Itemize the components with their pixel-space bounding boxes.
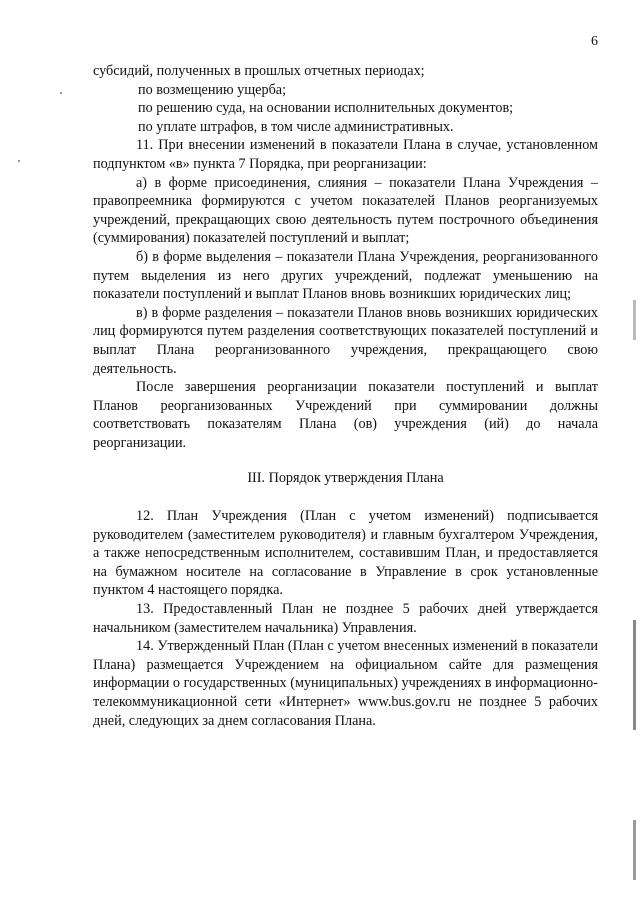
document-body [93, 62, 598, 730]
scan-edge-mark [633, 820, 636, 880]
paragraph-11: 11. При внесении изменений в показатели Плана в случае, установленном подпунктом «в» пункта 7 Порядка, при реорганизации: [93, 137, 598, 172]
text-line: субсидий, полученных в прошлых отчетных периодах; [93, 63, 425, 79]
paragraph-14: 14. Утвержденный План (План с учетом внесенных изменений в показатели Плана) размещается Учреждением на официальном сайте для размещения информации о государственных (муниципальных) учреждениях в информационно-телекоммуникационной сети «Интернет» www.bus.gov.ru не позднее 5 рабочих дней, следующих за днем согласования Плана. [93, 638, 598, 729]
section-heading: III. Порядок утверждения Плана [247, 470, 444, 487]
scan-speck [18, 160, 20, 162]
paragraph-12: 12. План Учреждения (План с учетом изменений) подписывается руководителем (заместителем руководителя) и главным бухгалтером Учреждения, а также непосредственным исполнителем, составившим План, и предоставляется на бумажном носителе на согласование в Управление в срок установленные пунктом 4 настоящего порядка. [93, 508, 598, 599]
scan-edge-mark [633, 300, 636, 340]
paragraph-13: 13. Предоставленный План не позднее 5 рабочих дней утверждается начальником (заместителем начальника) Управления. [93, 601, 598, 636]
list-item: по решению суда, на основании исполнительных документов; [138, 100, 514, 117]
paragraph-11-b: б) в форме выделения – показатели Плана Учреждения, реорганизованного путем выделения из него других учреждений, подлежат уменьшению на показатели поступлений и выплат Планов вновь возникших юридических лиц; [93, 248, 598, 303]
scan-speck [60, 92, 62, 94]
paragraph-after-reorganization: После завершения реорганизации показатели поступлений и выплат Планов реорганизованных Учреждений при суммировании должны соответствовать показателям Плана (ов) учреждения (ий) до начала реорганизации. [93, 379, 598, 451]
paragraph-11-v: в) в форме разделения – показатели Планов вновь возникших юридических лиц формируются путем разделения соответствующих показателей поступлений и выплат Плана реорганизованного учреждения, прекращающего свою деятельность. [93, 304, 598, 377]
paragraph-11-a: а) в форме присоединения, слияния – показатели Плана Учреждения – правопреемника формируются с учетом показателей Планов реорганизуемых учреждений, прекращающих свою деятельность путем построчного объединения (суммирования) показателей поступлений и выплат; [93, 174, 598, 247]
page-number: 6 [591, 34, 598, 49]
scan-edge-mark [633, 620, 636, 730]
list-item: по возмещению ущерба; [138, 81, 287, 98]
list-item: по уплате штрафов, в том числе административных. [138, 118, 454, 135]
